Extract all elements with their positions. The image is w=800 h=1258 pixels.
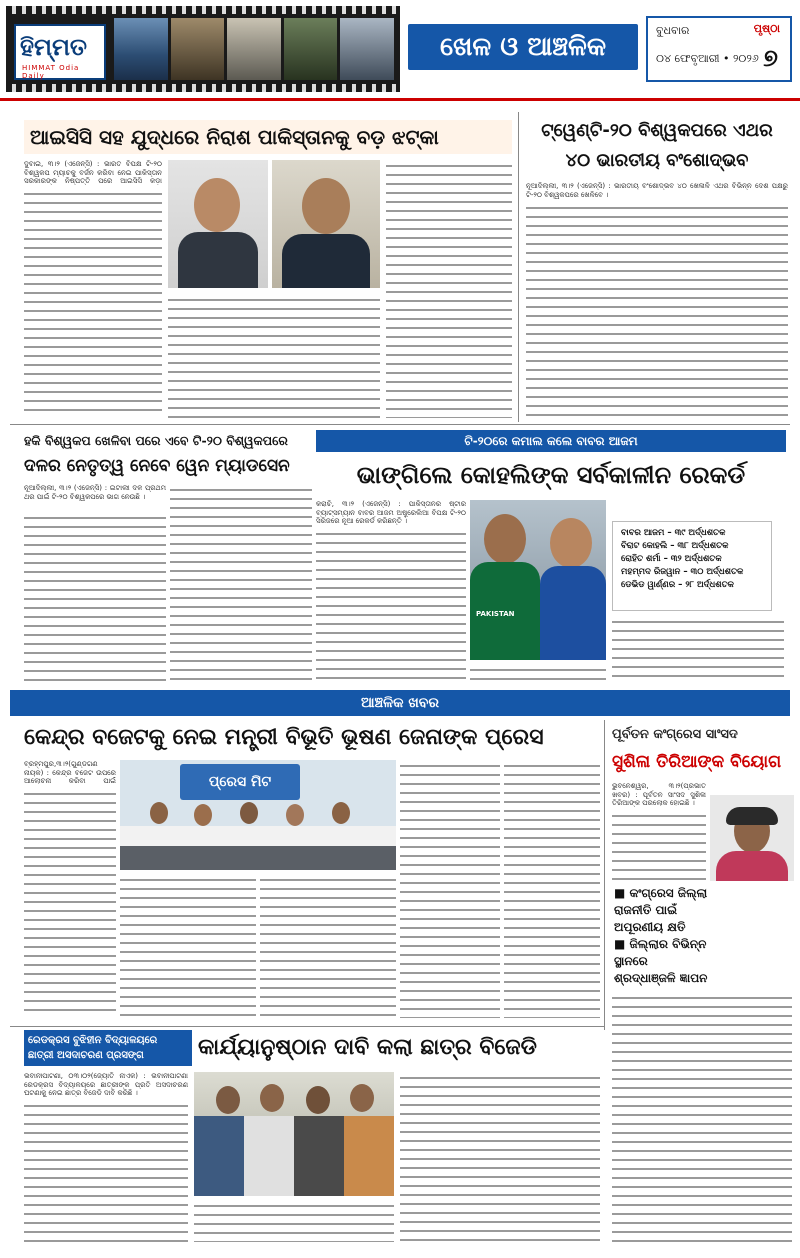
story5-body-col1 bbox=[24, 788, 116, 1018]
highlight-line: ଅପୂରଣୀୟ କ୍ଷତି bbox=[614, 920, 686, 934]
stats-header-spacer bbox=[612, 500, 784, 520]
highlight-line: ଶ୍ରଦ୍ଧାଞ୍ଜଳି ଜ୍ଞାପନ bbox=[614, 971, 708, 985]
story5-photo bbox=[120, 760, 396, 870]
person-face bbox=[194, 178, 240, 232]
athlete-photo bbox=[227, 18, 281, 80]
story7-body-col1 bbox=[24, 1100, 188, 1242]
story4-stats-box bbox=[612, 521, 772, 611]
story1-photo-right bbox=[272, 160, 380, 288]
story6-body-col1 bbox=[612, 810, 706, 882]
stat-line: ବାବର ଆଜମ – ୩୯ ଅର୍ଦ୍ଧଶତକ bbox=[621, 528, 726, 538]
story3-dateline: ନୂଆଦିଲ୍ଲୀ, ୩।୨ (ଏଜେନ୍ସି) : ଇଟାଲୀ ଦଳ ପ୍ରଥମ ଥର ପାଇଁ ଟି-୨୦ ବିଶ୍ୱକପରେ ଭାଗ ନେଉଛି । bbox=[24, 484, 166, 501]
story1-dateline: ଦୁବାଇ, ୩।୨ (ଏଜେନ୍ସି) : ଭାରତ ବିପକ୍ଷ ଟି-୨୦ ବିଶ୍ୱକପ ମ୍ୟାଚକୁ ବର୍ଜନ କରିବା ନେଇ ପାକିସ୍ତାନ ସରକାରଙ୍କ ନିଷ୍ପତ୍ତି ପରେ ଆଇସିସି କଡ଼ା bbox=[24, 160, 162, 186]
story2-headline-line2[interactable]: ୪୦ ଭାରତୀୟ ବଂଶୋଦ୍ଭବ bbox=[565, 150, 749, 171]
story4-dateline: କରାଚି, ୩।୨ (ଏଜେନ୍ସି) : ପାକିସ୍ତାନର ଷ୍ଟାର ବ୍ୟାଟ୍ସମ୍ୟାନ ବାବର ଆଜମ ଅଷ୍ଟ୍ରେଲିଆ ବିପକ୍ଷ ଟି-୨୦ ସିରିଜରେ ନୂଆ ରେକର୍ଡ କରିଛନ୍ତି । bbox=[316, 500, 466, 526]
person-face bbox=[286, 804, 304, 826]
press-table bbox=[120, 826, 396, 846]
person-suit bbox=[282, 234, 370, 288]
highlight-line: ■ ଜିଲ୍ଲାର ବିଭିନ୍ନ bbox=[614, 937, 707, 951]
person-hair bbox=[726, 807, 778, 825]
story5-body-col5 bbox=[504, 760, 600, 1018]
story7-dateline: ଭବାନୀପାଟଣା, ୦୩।୦୨(ଜ୍ୟୋତି ନାଏକ) : ଭବାନୀପାଟଣା ରେଡକ୍ରସ ବିଦ୍ୟାଳୟରେ ଛାତ୍ରୀଙ୍କ ପ୍ରତି ଅସଦାଚରଣ ଘଟଣାକୁ ନେଇ ଛାତ୍ର ବିଜେଡି ଦାବି କରିଛି । bbox=[24, 1072, 188, 1098]
story1-body-col1 bbox=[24, 188, 162, 418]
story4-body-col2 bbox=[470, 664, 606, 682]
highlight-line: ରାଜନୀତି ପାଇଁ bbox=[614, 903, 678, 917]
story2-body bbox=[526, 202, 788, 420]
story1-body-col2 bbox=[168, 294, 380, 418]
stat-line: ବିରାଟ କୋହଲି – ୩୮ ଅର୍ଦ୍ଧଶତକ bbox=[621, 541, 729, 551]
highlight-line: ସ୍ଥାନରେ bbox=[614, 954, 648, 968]
story7-kicker-line2: ଛାତ୍ରୀ ଅସଦାଚରଣ ପ୍ରସଙ୍ଗ bbox=[28, 1050, 144, 1061]
logo-text: ହିମ୍ମତ bbox=[20, 32, 88, 61]
film-border-bottom bbox=[6, 84, 400, 92]
person-saree bbox=[716, 851, 788, 881]
masthead bbox=[0, 0, 800, 98]
sports-photo-strip bbox=[114, 18, 394, 80]
story5-body-col3 bbox=[260, 874, 396, 1018]
logo-tagline: HIMMAT Odia Daily bbox=[22, 64, 80, 80]
story5-headline[interactable]: କେନ୍ଦ୍ର ବଜେଟକୁ ନେଇ ମନ୍ତ୍ରୀ ବିଭୂତି ଭୂଷଣ ଜେନାଙ୍କ ପ୍ରେସ bbox=[24, 725, 544, 750]
story2-dateline: ନୂଆଦିଲ୍ଲୀ, ୩।୨ (ଏଜେନ୍ସି) : ଭାରତୀୟ ବଂଶୋଦ୍ଭବ ୪୦ ଖେଳାଳି ଏଥର ବିଭିନ୍ନ ଦେଶ ପକ୍ଷରୁ ଟି-୨୦ ବିଶ୍ୱକପରେ ଖେଳିବେ । bbox=[526, 182, 788, 199]
highlight-line: ■ କଂଗ୍ରେସ ଜିଲ୍ଲା bbox=[614, 886, 708, 900]
story6-dateline: ଭୁବନେଶ୍ୱର, ୩।୨(ପ୍ରଭାତ ଖବର) : ପୂର୍ବତନ ସାଂସଦ ସୁଶିଳା ତିରିଆଙ୍କ ପରଲୋକ ହୋଇଛି । bbox=[612, 782, 706, 808]
story7-body-col3 bbox=[400, 1072, 600, 1242]
column-rule bbox=[604, 720, 605, 1030]
jersey-text: PAKISTAN bbox=[476, 610, 515, 618]
story3-body-col1 bbox=[24, 512, 166, 682]
babar-face bbox=[484, 514, 526, 564]
athlete-photo bbox=[114, 18, 168, 80]
story3-body-col2 bbox=[170, 484, 312, 682]
athlete-photo bbox=[171, 18, 225, 80]
story7-kicker-box bbox=[24, 1030, 192, 1066]
story4-headline[interactable]: ଭାଙ୍ଗିଲେ କୋହଲିଙ୍କ ସର୍ବକାଳୀନ ରେକର୍ଡ bbox=[356, 461, 746, 489]
section-title: ଖେଳ ଓ ଆଞ୍ଚଳିକ bbox=[408, 24, 638, 70]
group-clothing bbox=[194, 1116, 394, 1196]
person-face bbox=[350, 1084, 374, 1112]
local-news-bar: ଆଞ୍ଚଳିକ ଖବର bbox=[10, 690, 790, 716]
date-box bbox=[646, 16, 792, 82]
story7-photo bbox=[194, 1072, 394, 1196]
story6-body-col2 bbox=[612, 992, 792, 1242]
story4-photo bbox=[470, 500, 606, 660]
issue-date: ୦୪ ଫେବୃଆରୀ • ୨୦୨୬ bbox=[656, 52, 759, 65]
stat-line: ରୋହିତ ଶର୍ମା – ୩୨ ଅର୍ଦ୍ଧଶତକ bbox=[621, 554, 722, 564]
story6-headline-line1[interactable]: ପୂର୍ବତନ କଂଗ୍ରେସ ସାଂସଦ bbox=[612, 727, 738, 742]
page-number: ୭ bbox=[763, 44, 778, 72]
story5-body-col2 bbox=[120, 874, 256, 1018]
person-face bbox=[150, 802, 168, 824]
story1-photo-left bbox=[168, 160, 268, 288]
story4-kicker: ଟି-୨୦ରେ କମାଲ କଲେ ବାବର ଆଜମ bbox=[316, 430, 786, 452]
person-face bbox=[306, 1086, 330, 1114]
issue-day: ବୁଧବାର bbox=[656, 24, 690, 37]
person-face bbox=[302, 178, 350, 234]
story2-headline-line1[interactable]: ଟ୍ୱେଣ୍ଟି-୨୦ ବିଶ୍ୱକପରେ ଏଥର bbox=[541, 120, 773, 141]
person-face bbox=[260, 1084, 284, 1112]
stat-line: ଡେଭିଡ ୱାର୍ଣ୍ଣର – ୨୮ ଅର୍ଦ୍ଧଶତକ bbox=[621, 580, 734, 590]
logo-strip bbox=[6, 6, 400, 92]
press-meet-banner: ପ୍ରେସ ମିଟ bbox=[180, 764, 300, 800]
masthead-divider bbox=[0, 98, 800, 101]
story3-headline-line2[interactable]: ଦଳର ନେତୃତ୍ୱ ନେବେ ୱେନ ମ୍ୟାଡସେନ bbox=[24, 456, 290, 476]
story7-headline[interactable]: କାର୍ଯ୍ୟାନୁଷ୍ଠାନ ଦାବି କଲା ଛାତ୍ର ବିଜେଡି bbox=[198, 1035, 537, 1060]
person-suit bbox=[178, 232, 258, 288]
story5-dateline: ବ୍ରହ୍ମପୁର,୩।୨(ଗୁଣ୍ଡଗଣ ନାୟକ) : କେନ୍ଦ୍ର ବଜେଟ ଉପରେ ଆଲୋଚନା କରିବା ପାଇଁ bbox=[24, 760, 116, 786]
athlete-photo bbox=[284, 18, 338, 80]
kohli-face bbox=[550, 518, 592, 568]
story6-highlights bbox=[614, 885, 798, 987]
press-table-front bbox=[120, 846, 396, 870]
newspaper-logo[interactable] bbox=[14, 24, 106, 80]
film-border-top bbox=[6, 6, 400, 14]
story3-headline-line1[interactable]: ହକି ବିଶ୍ୱକପ ଖେଳିବା ପରେ ଏବେ ଟି-୨୦ ବିଶ୍ୱକପରେ bbox=[24, 433, 288, 448]
person-face bbox=[332, 802, 350, 824]
story6-headline-line2[interactable]: ସୁଶିଳା ତିରିଆଙ୍କ ବିୟୋଗ bbox=[612, 752, 782, 772]
person-face bbox=[240, 802, 258, 824]
story4-body-col3 bbox=[612, 616, 784, 682]
person-face bbox=[216, 1086, 240, 1114]
column-rule bbox=[518, 112, 519, 422]
obituary-photo bbox=[710, 795, 794, 881]
athlete-photo bbox=[340, 18, 394, 80]
person-face bbox=[194, 804, 212, 826]
story4-body-col1 bbox=[316, 528, 466, 682]
story1-body-col3 bbox=[386, 160, 512, 418]
story5-body-col4 bbox=[400, 760, 500, 1018]
story1-headline[interactable]: ଆଇସିସି ସହ ଯୁଦ୍ଧରେ ନିରାଶ ପାକିସ୍ତାନକୁ ବଡ଼ ଝଟ୍‌କା bbox=[24, 120, 512, 154]
section-divider bbox=[10, 1026, 604, 1027]
page-label: ପୃଷ୍ଠା bbox=[753, 22, 780, 35]
kohli-jersey bbox=[540, 566, 606, 660]
section-divider bbox=[10, 424, 790, 425]
story7-body-col2 bbox=[194, 1200, 394, 1242]
stat-line: ମହମ୍ମଦ ରିଜୱାନ – ୩୦ ଅର୍ଦ୍ଧଶତକ bbox=[621, 567, 744, 577]
story7-kicker-line1: ରେଡକ୍ରସ ବୁଝିହୀନ ବିଦ୍ୟାଳୟରେ bbox=[28, 1035, 158, 1046]
